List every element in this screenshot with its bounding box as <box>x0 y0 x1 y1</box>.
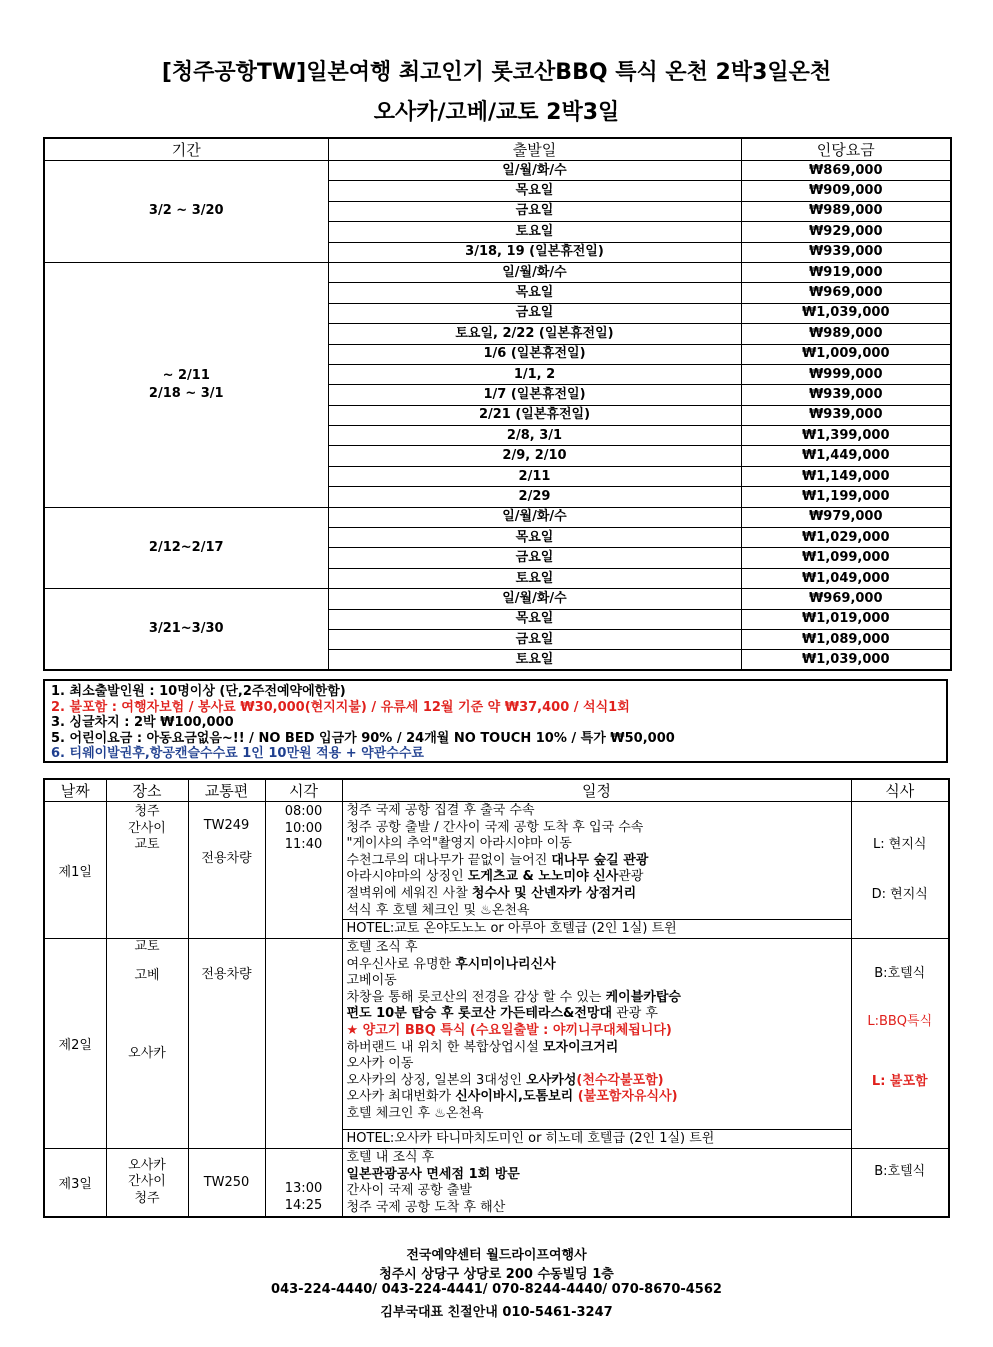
plan-line: 고베이동 <box>346 973 397 989</box>
price-period: 3/2 ~ 3/20 <box>44 161 328 263</box>
price-value: ₩979,000 <box>741 507 951 527</box>
page-title: [청주공항TW]일본여행 최고인기 롯코산BBQ 특식 온천 2박3일온천 <box>161 60 832 85</box>
plan-line: 석식 후 호텔 체크인 및 ♨온천욕 <box>346 902 530 918</box>
price-value: ₩1,199,000 <box>741 487 951 507</box>
day-plan <box>342 939 851 1149</box>
day-times <box>265 1149 342 1218</box>
price-value: ₩1,039,000 <box>741 303 951 323</box>
plan-highlight: 도게츠교 & 노노미야 신사 <box>467 869 619 885</box>
sched-header-time: 시각 <box>265 779 342 802</box>
price-value: ₩1,099,000 <box>741 548 951 568</box>
time: 08:00 <box>284 804 323 819</box>
day-places <box>106 802 188 939</box>
plan-highlight: (천수각불포함) <box>576 1072 664 1088</box>
place: 오사카 <box>128 1157 166 1173</box>
plan-text: 절벽위에 세워진 사찰 <box>346 885 472 901</box>
plan-line: 오사카 이동 <box>346 1056 414 1072</box>
plan-line: 일본관광공사 면세점 1회 방문 <box>346 1166 520 1182</box>
price-value: ₩1,149,000 <box>741 466 951 486</box>
price-departure: 2/9, 2/10 <box>328 446 741 466</box>
sched-header-plan: 일정 <box>342 779 851 802</box>
hotel-line: HOTEL:교토 온야도노노 or 아루아 호텔급 (2인 1실) 트윈 <box>343 919 851 938</box>
plan-text: 오사카 최대번화가 <box>346 1089 456 1105</box>
price-departure: 토요일 <box>328 222 741 242</box>
day-transport <box>188 802 265 939</box>
price-value: ₩1,039,000 <box>741 650 951 670</box>
plan-line: 호텔 체크인 후 ♨온천욕 <box>346 1105 484 1121</box>
day-meals <box>851 802 949 939</box>
price-departure: 3/18, 19 (일본휴전일) <box>328 242 741 262</box>
place: 교토 <box>134 939 160 954</box>
time: 14:25 <box>284 1197 323 1213</box>
plan-highlight: 청수사 및 산넨자카 상점거리 <box>471 885 637 901</box>
plan-text: 관광 <box>618 869 644 885</box>
footer-phones: 043-224-4440/ 043-224-4441/ 070-8244-4440/ 070-8670-4562 <box>271 1282 722 1297</box>
plan-text: 관광 후 <box>612 1006 658 1022</box>
schedule-row-day1 <box>44 802 949 939</box>
price-departure: 1/1, 2 <box>328 364 741 384</box>
plan-line: "게이샤의 추억"촬영지 아라시야마 이동 <box>346 836 572 852</box>
price-departure: 토요일 <box>328 568 741 588</box>
plan-highlight: 신사이바시,도톰보리 <box>455 1089 574 1105</box>
footer-contact: 김부국대표 친절안내 010-5461-3247 <box>380 1305 613 1320</box>
time: 11:40 <box>284 837 323 852</box>
price-value: ₩1,029,000 <box>741 528 951 548</box>
price-value: ₩999,000 <box>741 364 951 384</box>
price-value: ₩1,089,000 <box>741 629 951 649</box>
price-departure: 목요일 <box>328 528 741 548</box>
price-departure: 토요일 <box>328 650 741 670</box>
price-departure: 목요일 <box>328 609 741 629</box>
day-meals <box>851 939 949 1149</box>
day-transport <box>188 939 265 1149</box>
price-departure: 2/21 (일본휴전일) <box>328 405 741 425</box>
plan-line: 청주 공항 출발 / 간사이 국제 공항 도착 후 입국 수속 <box>346 819 644 835</box>
meal: L:BBQ특식 <box>867 1014 933 1029</box>
price-departure: 2/11 <box>328 466 741 486</box>
transport: TW250 <box>203 1175 250 1191</box>
price-departure: 금요일 <box>328 629 741 649</box>
plan-text: 차창을 통해 롯코산의 전경을 감상 할 수 있는 <box>346 989 606 1005</box>
meal: D: 현지식 <box>871 887 928 902</box>
price-departure: 일/월/화/수 <box>328 589 741 609</box>
plan-text: 오사카의 상징, 일본의 3대성인 <box>346 1072 527 1088</box>
plan-line: 청주 국제 공항 집결 후 출국 수속 <box>346 803 535 818</box>
price-value: ₩939,000 <box>741 385 951 405</box>
day-label: 제1일 <box>44 802 106 939</box>
price-value: ₩1,399,000 <box>741 426 951 446</box>
price-departure: 2/8, 3/1 <box>328 426 741 446</box>
hotel-line: HOTEL:오사카 타니마치도미인 or 히노데 호텔급 (2인 1실) 트윈 <box>343 1129 851 1148</box>
note-line: 3. 싱글차지 : 2박 ₩100,000 <box>51 715 234 730</box>
price-value: ₩1,449,000 <box>741 446 951 466</box>
price-departure: 2/29 <box>328 487 741 507</box>
day-meals <box>851 1149 949 1218</box>
price-value: ₩989,000 <box>741 324 951 344</box>
plan-highlight: 오사카성 <box>526 1072 577 1088</box>
price-value: ₩1,049,000 <box>741 568 951 588</box>
price-departure: 목요일 <box>328 181 741 201</box>
plan-line: 청주 국제 공항 도착 후 해산 <box>346 1199 506 1215</box>
price-header-price: 인당요금 <box>741 138 951 161</box>
day-times <box>265 802 342 939</box>
place: 고베 <box>134 967 160 983</box>
time: 10:00 <box>284 820 323 836</box>
sched-header-transport: 교통편 <box>188 779 265 802</box>
meal: L: 현지식 <box>873 837 927 852</box>
note-line: 6. 티웨이발권후,항공캔슬수수료 1인 10만원 적용 + 약관수수료 <box>51 746 424 761</box>
price-period: ~ 2/11 2/18 ~ 3/1 <box>44 262 328 507</box>
plan-line: 호텔 내 조식 후 <box>346 1150 435 1165</box>
price-departure: 금요일 <box>328 303 741 323</box>
plan-text: 수천그루의 대나무가 끝없이 늘어진 <box>346 852 552 868</box>
place: 간사이 <box>128 820 166 836</box>
price-departure: 1/6 (일본휴전일) <box>328 344 741 364</box>
plan-line: 호텔 조식 후 <box>346 940 418 955</box>
price-departure: 목요일 <box>328 283 741 303</box>
day-times <box>265 939 342 1149</box>
meal: B:호텔식 <box>874 1164 926 1179</box>
price-departure: 토요일, 2/22 (일본휴전일) <box>328 324 741 344</box>
place: 청주 <box>134 804 160 819</box>
schedule-table <box>43 778 950 1218</box>
day-label: 제2일 <box>44 939 106 1149</box>
price-period: 2/12~2/17 <box>44 507 328 589</box>
sched-header-meal: 식사 <box>851 779 949 802</box>
price-departure: 일/월/화/수 <box>328 507 741 527</box>
meal: L: 불포함 <box>871 1074 928 1089</box>
price-departure: 일/월/화/수 <box>328 161 741 181</box>
time: 13:00 <box>284 1181 323 1197</box>
footer-address: 청주시 상당구 상당로 200 수동빌딩 1층 <box>379 1267 614 1282</box>
schedule-row-day2 <box>44 939 949 1149</box>
place: 청주 <box>134 1190 160 1206</box>
sched-header-date: 날짜 <box>44 779 106 802</box>
transport: 전용차량 <box>201 967 252 982</box>
price-period: 3/21~3/30 <box>44 589 328 671</box>
plan-text: 여우신사로 유명한 <box>346 956 456 972</box>
plan-line: ★ 양고기 BBQ 특식 (수요일출발 : 야끼니쿠대체됩니다) <box>346 1022 672 1038</box>
transport: 전용차량 <box>201 850 252 866</box>
price-header-departure: 출발일 <box>328 138 741 161</box>
price-row <box>44 161 951 181</box>
place: 교토 <box>134 837 160 852</box>
plan-highlight: 모자이크거리 <box>542 1039 619 1055</box>
plan-highlight: 편도 10분 탑승 후 롯코산 가든테라스&전망대 <box>346 1006 613 1022</box>
price-value: ₩1,019,000 <box>741 609 951 629</box>
sched-header-place: 장소 <box>106 779 188 802</box>
price-value: ₩939,000 <box>741 405 951 425</box>
transport: TW249 <box>203 818 250 833</box>
plan-highlight: 대나무 숲길 관광 <box>551 852 649 868</box>
price-value: ₩909,000 <box>741 181 951 201</box>
day-plan <box>342 802 851 939</box>
price-table <box>43 137 952 671</box>
plan-line: 간사이 국제 공항 출발 <box>346 1183 472 1199</box>
price-departure: 금요일 <box>328 548 741 568</box>
schedule-row-day3 <box>44 1149 949 1218</box>
price-row <box>44 262 951 282</box>
price-value: ₩869,000 <box>741 161 951 181</box>
price-value: ₩939,000 <box>741 242 951 262</box>
price-value: ₩969,000 <box>741 589 951 609</box>
day-places <box>106 1149 188 1218</box>
note-line: 2. 불포함 : 여행자보험 / 봉사료 ₩30,000(현지지불) / 유류세 12월 기준 약 ₩37,400 / 석식1회 <box>51 699 630 715</box>
price-value: ₩969,000 <box>741 283 951 303</box>
day-label: 제3일 <box>44 1149 106 1218</box>
footer-company: 전국예약센터 월드라이프여행사 <box>406 1248 587 1263</box>
price-departure: 일/월/화/수 <box>328 262 741 282</box>
page-subtitle: 오사카/고베/교토 2박3일 <box>373 100 620 125</box>
plan-highlight: 후시미이나리신사 <box>455 956 556 972</box>
price-departure: 금요일 <box>328 201 741 221</box>
price-departure: 1/7 (일본휴전일) <box>328 385 741 405</box>
place: 오사카 <box>128 1046 166 1061</box>
price-value: ₩1,009,000 <box>741 344 951 364</box>
meal: B:호텔식 <box>874 966 926 981</box>
price-value: ₩929,000 <box>741 222 951 242</box>
plan-highlight: 케이블카탑승 <box>605 989 681 1005</box>
day-places <box>106 939 188 1149</box>
price-value: ₩919,000 <box>741 262 951 282</box>
place: 간사이 <box>128 1174 166 1190</box>
plan-text: 하버랜드 내 위치 한 복합상업시설 <box>346 1039 543 1055</box>
day-transport <box>188 1149 265 1218</box>
note-line: 1. 최소출발인원 : 10명이상 (단,2주전예약에한함) <box>51 684 346 699</box>
price-header-period: 기간 <box>44 138 328 161</box>
price-value: ₩989,000 <box>741 201 951 221</box>
note-line: 5. 어린이요금 : 아동요금없음~!! / NO BED 입금가 90% / 24개월 NO TOUCH 10% / 특가 ₩50,000 <box>51 730 675 746</box>
plan-text: 아라시야마의 상징인 <box>346 869 468 885</box>
price-row <box>44 507 951 527</box>
day-plan <box>342 1149 851 1218</box>
plan-highlight: (불포함자유식사) <box>573 1089 678 1105</box>
price-row <box>44 589 951 609</box>
notes-box <box>43 679 948 763</box>
